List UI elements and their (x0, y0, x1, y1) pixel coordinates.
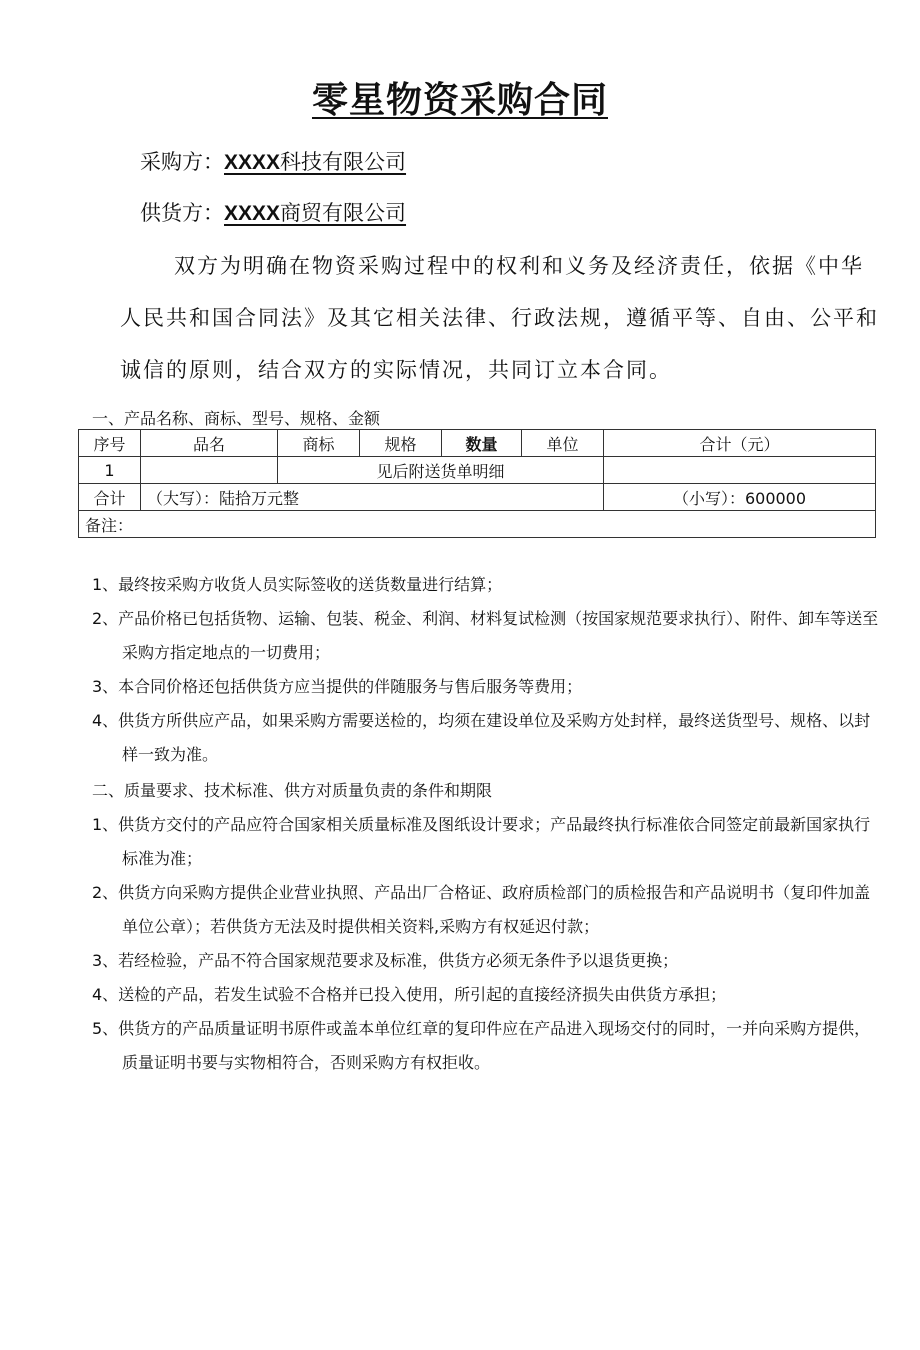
clause-item: 3、若经检验，产品不符合国家规范要求及标准，供货方必须无条件予以退货更换； (92, 951, 679, 970)
supplier-prefix: XXXX (224, 202, 281, 225)
supplier-value (224, 201, 406, 225)
total-label: 合计 (79, 484, 141, 511)
header-cell: 规格 (360, 430, 442, 457)
remark-row (79, 511, 876, 538)
clause-item: 5、供货方的产品质量证明书原件或盖本单位红章的复印件应在产品进入现场交付的同时，一并向采购方提供，质量证明书要与实物相符合，否则采购方有权拒收。 (92, 1019, 871, 1072)
intro-paragraph: 双方为明确在物资采购过程中的权利和义务及经济责任，依据《中华人民共和国合同法》及其它相关法律、行政法规，遵循平等、自由、公平和诚信的原则，结合双方的实际情况，共同订立本合同。 (120, 254, 879, 382)
buyer-prefix: XXXX (224, 151, 281, 174)
buyer-name: 科技有限公司 (280, 150, 407, 174)
clause-item: 2、产品价格已包括货物、运输、包装、税金、利润、材料复试检测（按国家规范要求执行）、附件、卸车等送至采购方指定地点的一切费用； (92, 609, 879, 662)
row-total (604, 457, 876, 484)
total-row (79, 484, 876, 511)
buyer-label: 采购方： (140, 150, 224, 174)
contract-title (0, 72, 920, 123)
row-number: 1 (79, 457, 141, 484)
section1-heading: 一、产品名称、商标、型号、规格、金额 (92, 409, 381, 428)
clause-item: 4、供货方所供应产品，如果采购方需要送检的，均须在建设单位及采购方处封样，最终送货型号、规格、以封样一致为准。 (92, 711, 871, 764)
supplier-line (140, 197, 406, 227)
goods-table (78, 429, 876, 538)
remark-label: 备注： (79, 511, 876, 538)
table-header-row (79, 430, 876, 457)
total-lower: （小写）：600000 (604, 484, 876, 511)
header-cell: 合计（元） (604, 430, 876, 457)
table-row (79, 457, 876, 484)
header-cell: 商标 (278, 430, 360, 457)
row-note: 见后附送货单明细 (278, 457, 604, 484)
contract-title-text: 零星物资采购合同 (311, 80, 608, 121)
header-cell: 序号 (79, 430, 141, 457)
clause-item: 4、送检的产品，若发生试验不合格并已投入使用，所引起的直接经济损失由供货方承担； (92, 985, 727, 1004)
clause-item: 1、供货方交付的产品应符合国家相关质量标准及图纸设计要求；产品最终执行标准依合同签定前最新国家执行标准为准； (92, 815, 871, 868)
header-cell: 品名 (141, 430, 278, 457)
section2-heading: 二、质量要求、技术标准、供方对质量负责的条件和期限 (92, 781, 493, 800)
total-upper: （大写）：陆拾万元整 (141, 484, 604, 511)
buyer-line (140, 146, 406, 176)
clause-item: 2、供货方向采购方提供企业营业执照、产品出厂合格证、政府质检部门的质检报告和产品说明书（复印件加盖单位公章）；若供货方无法及时提供相关资料,采购方有权延迟付款； (92, 883, 871, 936)
supplier-name: 商贸有限公司 (280, 201, 407, 225)
header-cell: 单位 (522, 430, 604, 457)
buyer-value (224, 150, 406, 174)
clause-item: 1、最终按采购方收货人员实际签收的送货数量进行结算； (92, 575, 503, 594)
clauses (92, 568, 882, 1080)
header-cell: 数量 (442, 430, 522, 457)
supplier-label: 供货方： (140, 201, 224, 225)
row-product (141, 457, 278, 484)
clause-item: 3、本合同价格还包括供货方应当提供的伴随服务与售后服务等费用； (92, 677, 583, 696)
